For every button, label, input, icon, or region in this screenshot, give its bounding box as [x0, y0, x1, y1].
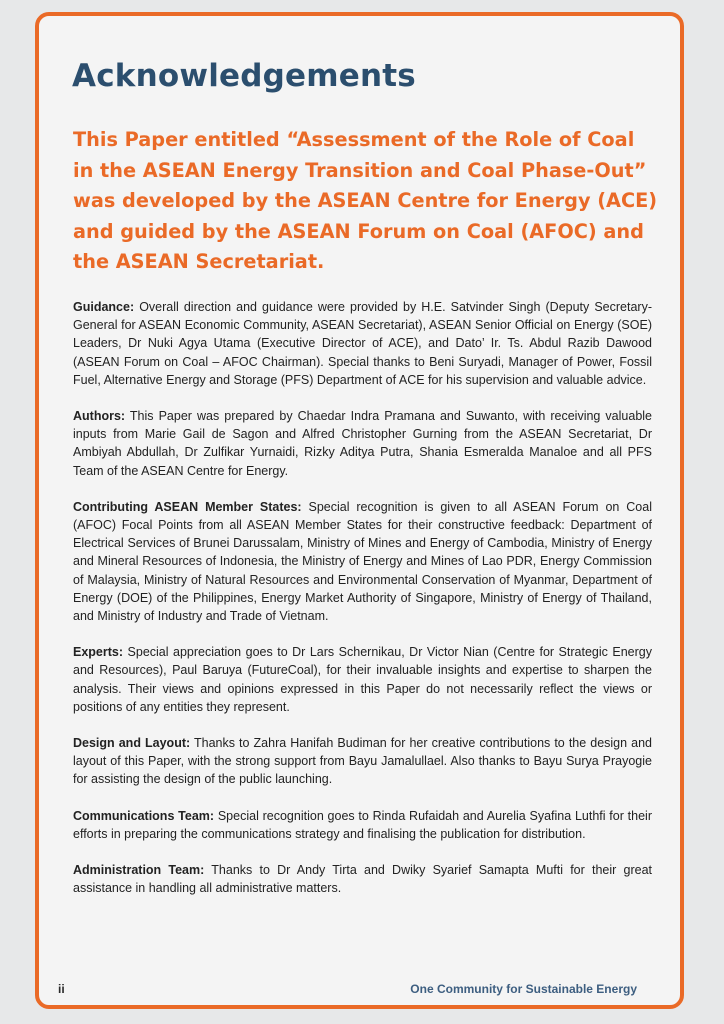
section-text: Overall direction and guidance were provided by H.E. Satvinder Singh (Deputy Secretary-General for ASEAN Economic Community, ASEAN Secretariat), ASEAN Senior Official on Energy (SOE) Leaders, Dr Nuki Agya Utama (Executive Director of ACE), and Dato’ Ir. Ts. Abdul Razib Dawood (ASEAN Forum on Coal – AFOC Chairman). Special thanks to Beni Suryadi, Manager of Power, Fossil Fuel, Alternative Energy and Storage (PFS) Department of ACE for his supervision and valuable advice.: [73, 300, 652, 387]
acknowledgement-sections: [73, 298, 652, 915]
section-authors: [73, 407, 652, 480]
section-heading: Communications Team:: [73, 808, 215, 823]
footer-tagline: One Community for Sustainable Energy: [410, 982, 637, 996]
section-text: Special appreciation goes to Dr Lars Schernikau, Dr Victor Nian (Centre for Strategic Energy and Resources), Paul Baruya (FutureCoal), for their invaluable insights and expertise to sharpen the analysis. Their views and opinions expressed in this Paper do not necessarily reflect the views or positions of any entities they represent.: [73, 645, 652, 714]
section-heading: Contributing ASEAN Member States:: [73, 499, 302, 514]
section-design-layout: [73, 734, 652, 789]
section-text: Special recognition is given to all ASEAN Forum on Coal (AFOC) Focal Points from all ASEAN Member States for their constructive feedback: Department of Electrical Services of Brunei Darussalam, Ministry of Mines and Energy of Cambodia, Ministry of Energy and Mineral Resources of Indonesia, the Ministry of Energy and Mines of Lao PDR, Energy Commission of Malaysia, Ministry of Natural Resources and Environmental Conservation of Myanmar, Department of Energy (DOE) of the Philippines, Energy Market Authority of Singapore, Ministry of Energy of Thailand, and Ministry of Industry and Trade of Vietnam.: [73, 499, 652, 624]
section-guidance: [73, 298, 652, 389]
section-experts: [73, 643, 652, 716]
section-heading: Administration Team:: [73, 863, 205, 878]
intro-paragraph: This Paper entitled “Assessment of the Role of Coal in the ASEAN Energy Transition and Coal Phase-Out” was developed by the ASEAN Centre for Energy (ACE) and guided by the ASEAN Forum on Coal (AFOC) and the ASEAN Secretariat.: [73, 128, 658, 273]
section-heading: Guidance:: [73, 300, 135, 314]
page-number: ii: [58, 982, 65, 996]
section-text: This Paper was prepared by Chaedar Indra Pramana and Suwanto, with receiving valuable inputs from Marie Gail de Sagon and Alfred Christopher Gurning from the ASEAN Secretariat, Dr Ambiyah Abdullah, Dr Zulfikar Yurnaidi, Rizky Aditya Putra, Shania Esmeralda Manaloe and all PFS Team of the ASEAN Centre for Energy.: [73, 409, 652, 478]
section-text: Thanks to Dr Andy Tirta and Dwiky Syarief Samapta Mufti for their great assistance in handling all administrative matters.: [73, 863, 653, 896]
section-heading: Authors:: [73, 409, 126, 424]
section-administration: [73, 861, 652, 897]
section-heading: Experts:: [73, 645, 124, 660]
section-member-states: [73, 498, 652, 625]
section-text: Special recognition goes to Rinda Rufaidah and Aurelia Syafina Luthfi for their efforts in preparing the communications strategy and finalising the publication for distribution.: [73, 808, 652, 841]
section-communications: [73, 807, 652, 843]
section-heading: Design and Layout:: [73, 736, 191, 751]
page-title: Acknowledgements: [72, 58, 416, 94]
section-text: Thanks to Zahra Hanifah Budiman for her creative contributions to the design and layout of this Paper, with the strong support from Bayu Jamalullael. Also thanks to Bayu Surya Prayogie for assisting the design of the public launching.: [73, 736, 653, 787]
